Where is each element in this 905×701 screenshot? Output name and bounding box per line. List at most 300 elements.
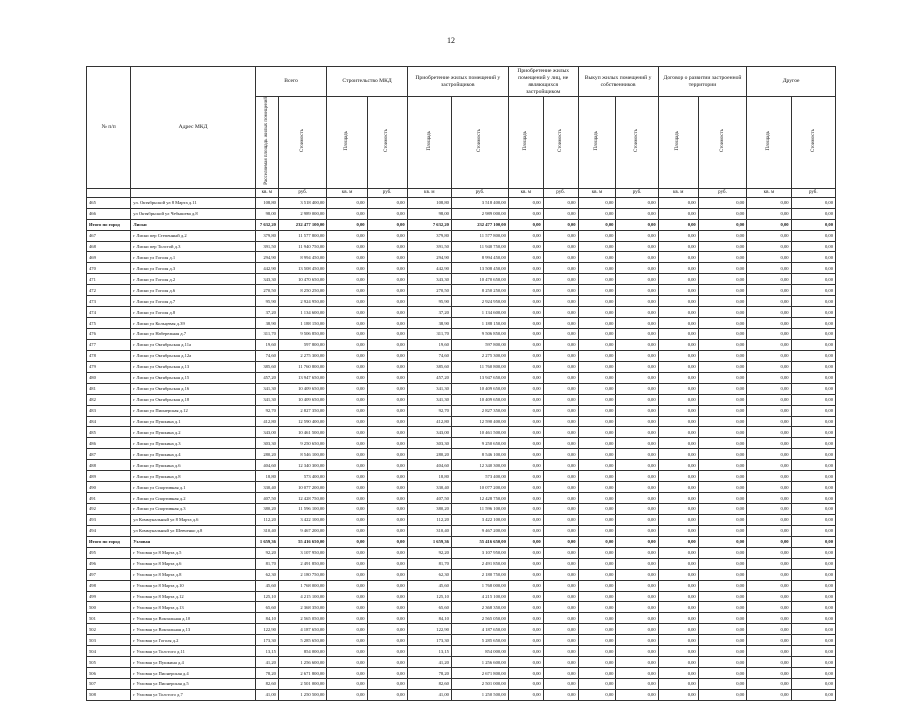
- table-row: [87, 197, 836, 208]
- area-cell: 270,50: [407, 285, 451, 296]
- cost-cell: 0,00: [367, 394, 407, 405]
- row-number: 487: [87, 449, 131, 460]
- area-cell: 0,00: [747, 689, 791, 700]
- cost-cell: 0,00: [543, 329, 578, 340]
- area-cell: 0,00: [578, 471, 616, 482]
- area-cell: 311,70: [255, 329, 278, 340]
- area-cell: 0,00: [658, 657, 698, 668]
- table-row: [87, 318, 836, 329]
- area-cell: 0,00: [578, 383, 616, 394]
- row-address: г Лиски ул Кольцевая д.39: [131, 318, 255, 329]
- cost-cell: 0,00: [791, 339, 835, 350]
- cost-cell: 13 508 450,00: [451, 263, 508, 274]
- row-address: г Лиски ул Октябрьская д.12а: [131, 350, 255, 361]
- area-cell: 0,00: [508, 514, 543, 525]
- area-cell: 0,00: [327, 350, 367, 361]
- cost-cell: 0,00: [543, 197, 578, 208]
- row-address: г Лиски ул Гоголя д.2: [131, 274, 255, 285]
- subheader-cost: Стоимость: [543, 97, 578, 189]
- cost-cell: 0,00: [616, 504, 658, 515]
- table-row: [87, 613, 836, 624]
- row-address: г Узловая ул Толстого д.7: [131, 689, 255, 700]
- cost-cell: 0,00: [698, 427, 747, 438]
- area-cell: 112,20: [407, 514, 451, 525]
- area-cell: 0,00: [578, 197, 616, 208]
- cost-cell: 0,00: [698, 329, 747, 340]
- row-address: г Узловая ул Толстого д.11: [131, 646, 255, 657]
- area-cell: 81,70: [255, 558, 278, 569]
- area-cell: 0,00: [658, 624, 698, 635]
- table-row: [87, 547, 836, 558]
- row-number: 480: [87, 372, 131, 383]
- area-cell: 41,20: [407, 657, 451, 668]
- area-cell: 0,00: [508, 657, 543, 668]
- area-cell: 0,00: [658, 646, 698, 657]
- row-address: г Лиски ул Спортивная д.3: [131, 504, 255, 515]
- table-row: [87, 372, 836, 383]
- cost-cell: 0,00: [367, 679, 407, 690]
- cost-cell: 8 994 450,00: [451, 252, 508, 263]
- cost-cell: 1 250 500,00: [451, 689, 508, 700]
- area-cell: 0,00: [658, 372, 698, 383]
- cost-cell: 0,00: [698, 504, 747, 515]
- cost-cell: 0,00: [367, 208, 407, 219]
- area-cell: 341,30: [255, 383, 278, 394]
- table-row: [87, 252, 836, 263]
- cost-cell: 1 134 600,00: [278, 307, 327, 318]
- area-cell: 0,00: [658, 569, 698, 580]
- area-cell: 0,00: [327, 361, 367, 372]
- row-address: г Узловая ул Гоголя д.2: [131, 635, 255, 646]
- cost-cell: 0,00: [367, 285, 407, 296]
- cost-cell: 0,00: [791, 230, 835, 241]
- area-cell: 0,00: [508, 394, 543, 405]
- area-cell: 294,90: [407, 252, 451, 263]
- area-cell: 0,00: [747, 405, 791, 416]
- area-cell: 0,00: [578, 689, 616, 700]
- unit-cost: руб.: [278, 188, 327, 197]
- cost-cell: 0,00: [616, 350, 658, 361]
- area-cell: 37,20: [407, 307, 451, 318]
- area-cell: 0,00: [508, 197, 543, 208]
- area-cell: 0,00: [508, 689, 543, 700]
- cost-cell: 0,00: [367, 558, 407, 569]
- row-number: 481: [87, 383, 131, 394]
- cost-cell: 854 000,00: [451, 646, 508, 657]
- area-cell: 0,00: [327, 405, 367, 416]
- area-cell: 0,00: [327, 547, 367, 558]
- cost-cell: 0,00: [616, 405, 658, 416]
- cost-cell: 0,00: [698, 285, 747, 296]
- area-cell: 0,00: [327, 613, 367, 624]
- area-cell: 0,00: [327, 318, 367, 329]
- cost-cell: 2 989 000,00: [278, 208, 327, 219]
- cost-cell: 0,00: [543, 438, 578, 449]
- area-cell: 13,15: [407, 646, 451, 657]
- row-address: г Узловая ул 8 Марта д.8: [131, 569, 255, 580]
- cost-cell: 0,00: [616, 558, 658, 569]
- area-cell: 0,00: [508, 558, 543, 569]
- row-number: 473: [87, 296, 131, 307]
- unit-cost: руб.: [367, 188, 407, 197]
- unit-area: кв. м: [508, 188, 543, 197]
- area-cell: 0,00: [578, 460, 616, 471]
- cost-cell: 0,00: [367, 471, 407, 482]
- cost-cell: 0,00: [616, 679, 658, 690]
- header-num: № п/п: [87, 67, 131, 189]
- area-cell: 0,00: [508, 241, 543, 252]
- row-address: г Узловая ул Пионерская д.4: [131, 668, 255, 679]
- area-cell: 0,00: [658, 689, 698, 700]
- row-number: 483: [87, 405, 131, 416]
- area-cell: 0,00: [747, 438, 791, 449]
- area-cell: 0,00: [327, 383, 367, 394]
- cost-cell: 0,00: [791, 296, 835, 307]
- subheader-cost: Стоимость: [616, 97, 658, 189]
- row-address: г Узловая ул 8 Марта д.6: [131, 558, 255, 569]
- area-cell: 0,00: [747, 569, 791, 580]
- cost-cell: 0,00: [367, 689, 407, 700]
- cost-cell: 0,00: [698, 668, 747, 679]
- area-cell: 280,20: [255, 449, 278, 460]
- cost-cell: 2 501 000,00: [278, 679, 327, 690]
- area-cell: 112,20: [255, 514, 278, 525]
- row-number: 502: [87, 624, 131, 635]
- cost-cell: 10 409 650,00: [451, 394, 508, 405]
- cost-cell: 0,00: [616, 689, 658, 700]
- row-number: 498: [87, 580, 131, 591]
- area-cell: 0,00: [658, 602, 698, 613]
- area-cell: 0,00: [578, 372, 616, 383]
- area-cell: 0,00: [578, 547, 616, 558]
- cost-cell: 11 940 750,00: [451, 241, 508, 252]
- area-cell: 0,00: [508, 613, 543, 624]
- area-cell: 92,20: [255, 547, 278, 558]
- table-row: [87, 591, 836, 602]
- cost-cell: 0,00: [791, 197, 835, 208]
- row-number: 470: [87, 263, 131, 274]
- area-cell: 0,00: [508, 602, 543, 613]
- area-cell: 0,00: [327, 635, 367, 646]
- area-cell: 407,50: [255, 493, 278, 504]
- cost-cell: 0,00: [616, 285, 658, 296]
- area-cell: 0,00: [578, 318, 616, 329]
- row-address: г Лиски ул Октябрьская д.15: [131, 372, 255, 383]
- cost-cell: 4 187 650,00: [451, 624, 508, 635]
- area-cell: 0,00: [658, 361, 698, 372]
- cost-cell: 10 409 650,00: [451, 383, 508, 394]
- cost-cell: 0,00: [543, 219, 578, 230]
- area-cell: 1 659,36: [407, 536, 451, 547]
- cost-cell: 3 107 950,00: [278, 547, 327, 558]
- subheader-area: Площадь: [578, 97, 616, 189]
- table-row: [87, 525, 836, 536]
- cost-cell: 11 760 800,00: [278, 361, 327, 372]
- area-cell: 173,30: [407, 635, 451, 646]
- subheader-cost: Стоимость: [367, 97, 407, 189]
- cost-cell: 0,00: [367, 525, 407, 536]
- cost-cell: 0,00: [698, 569, 747, 580]
- area-cell: 122,90: [255, 624, 278, 635]
- table-row: [87, 493, 836, 504]
- area-cell: 0,00: [747, 514, 791, 525]
- cost-cell: 0,00: [543, 514, 578, 525]
- cost-cell: 9 506 850,00: [278, 329, 327, 340]
- table-row: [87, 558, 836, 569]
- cost-cell: 11 577 800,00: [451, 230, 508, 241]
- area-cell: 0,00: [327, 471, 367, 482]
- subheader-area: Площадь: [508, 97, 543, 189]
- cost-cell: 4 215 100,00: [278, 591, 327, 602]
- area-cell: 38,90: [407, 318, 451, 329]
- cost-cell: 12 590 400,00: [278, 416, 327, 427]
- area-cell: 0,00: [578, 569, 616, 580]
- area-cell: 0,00: [747, 427, 791, 438]
- cost-cell: 0,00: [791, 580, 835, 591]
- area-cell: 0,00: [658, 274, 698, 285]
- table-row: [87, 449, 836, 460]
- cost-cell: 0,00: [543, 482, 578, 493]
- area-cell: 0,00: [578, 307, 616, 318]
- area-cell: 385,60: [407, 361, 451, 372]
- cost-cell: 0,00: [367, 460, 407, 471]
- area-cell: 65,60: [407, 602, 451, 613]
- cost-cell: 12 340 300,00: [278, 460, 327, 471]
- area-cell: 280,20: [407, 449, 451, 460]
- cost-cell: 0,00: [543, 613, 578, 624]
- area-cell: 0,00: [508, 591, 543, 602]
- cost-cell: 0,00: [791, 361, 835, 372]
- area-cell: 0,00: [327, 263, 367, 274]
- cost-cell: 10 470 650,00: [278, 274, 327, 285]
- area-cell: 0,00: [578, 624, 616, 635]
- area-cell: 84,10: [407, 613, 451, 624]
- area-cell: 45,60: [407, 580, 451, 591]
- area-cell: 0,00: [658, 350, 698, 361]
- area-cell: 0,00: [327, 449, 367, 460]
- cost-cell: 3 422 100,00: [451, 514, 508, 525]
- cost-cell: 12 340 300,00: [451, 460, 508, 471]
- area-cell: 74,60: [407, 350, 451, 361]
- area-cell: 0,00: [508, 307, 543, 318]
- cost-cell: 0,00: [367, 427, 407, 438]
- area-cell: 0,00: [327, 536, 367, 547]
- cost-cell: 10 077 200,00: [278, 482, 327, 493]
- table-row: [87, 307, 836, 318]
- cost-cell: 0,00: [616, 329, 658, 340]
- area-cell: 404,60: [255, 460, 278, 471]
- cost-cell: 12 428 750,00: [451, 493, 508, 504]
- area-cell: 0,00: [747, 525, 791, 536]
- cost-cell: 11 940 750,00: [278, 241, 327, 252]
- row-address: г Лиски ул Гоголя д.3: [131, 263, 255, 274]
- area-cell: 0,00: [578, 329, 616, 340]
- area-cell: 0,00: [747, 646, 791, 657]
- row-number: 501: [87, 613, 131, 624]
- cost-cell: 0,00: [698, 558, 747, 569]
- cost-cell: 2 180 750,00: [278, 569, 327, 580]
- area-cell: 125,10: [407, 591, 451, 602]
- row-number: 495: [87, 547, 131, 558]
- cost-cell: 0,00: [543, 383, 578, 394]
- area-cell: 0,00: [747, 449, 791, 460]
- header-purchase-non-developers: Приобретение жилых помещений у лиц, не являющихся застройщиком: [508, 67, 578, 97]
- cost-cell: 0,00: [543, 350, 578, 361]
- area-cell: 0,00: [747, 493, 791, 504]
- cost-cell: 232 477 100,00: [451, 219, 508, 230]
- row-number: Итого по город: [87, 536, 131, 547]
- cost-cell: 0,00: [543, 460, 578, 471]
- cost-cell: 0,00: [367, 219, 407, 230]
- cost-cell: 10 077 200,00: [451, 482, 508, 493]
- subheader-resettled-area: Расселяемая площадь жилых помещений: [255, 97, 278, 189]
- cost-cell: 0,00: [367, 591, 407, 602]
- area-cell: 0,00: [578, 602, 616, 613]
- area-cell: 0,00: [508, 646, 543, 657]
- area-cell: 0,00: [327, 219, 367, 230]
- cost-cell: 2 491 850,00: [278, 558, 327, 569]
- area-cell: 391,50: [407, 241, 451, 252]
- cost-cell: 0,00: [698, 350, 747, 361]
- area-cell: 108,80: [407, 197, 451, 208]
- table-row: [87, 339, 836, 350]
- cost-cell: 0,00: [698, 361, 747, 372]
- row-number: 482: [87, 394, 131, 405]
- area-cell: 0,00: [658, 307, 698, 318]
- area-cell: 0,00: [508, 635, 543, 646]
- table-row: [87, 624, 836, 635]
- cost-cell: 0,00: [698, 416, 747, 427]
- row-number: 466: [87, 208, 131, 219]
- area-cell: 0,00: [508, 482, 543, 493]
- area-cell: 0,00: [747, 591, 791, 602]
- area-cell: 0,00: [747, 482, 791, 493]
- cost-cell: 0,00: [698, 296, 747, 307]
- cost-cell: 10 470 650,00: [451, 274, 508, 285]
- area-cell: 0,00: [747, 471, 791, 482]
- area-cell: 0,00: [747, 329, 791, 340]
- table-row: [87, 383, 836, 394]
- row-number: 465: [87, 197, 131, 208]
- table-row: [87, 230, 836, 241]
- cost-cell: 12 428 750,00: [278, 493, 327, 504]
- cost-cell: 0,00: [616, 438, 658, 449]
- cost-cell: 0,00: [791, 219, 835, 230]
- area-cell: 0,00: [578, 493, 616, 504]
- cost-cell: 0,00: [698, 383, 747, 394]
- cost-cell: 0,00: [791, 547, 835, 558]
- row-number: 469: [87, 252, 131, 263]
- area-cell: 0,00: [327, 230, 367, 241]
- cost-cell: 0,00: [367, 263, 407, 274]
- area-cell: 0,00: [508, 339, 543, 350]
- area-cell: 0,00: [747, 416, 791, 427]
- area-cell: 0,00: [508, 460, 543, 471]
- cost-cell: 0,00: [543, 624, 578, 635]
- cost-cell: 0,00: [543, 274, 578, 285]
- cost-cell: 0,00: [367, 602, 407, 613]
- area-cell: 0,00: [747, 372, 791, 383]
- cost-cell: 0,00: [791, 307, 835, 318]
- cost-cell: 0,00: [791, 274, 835, 285]
- cost-cell: 0,00: [698, 536, 747, 547]
- area-cell: 0,00: [658, 525, 698, 536]
- row-number: 505: [87, 657, 131, 668]
- subheader-cost: Стоимость: [451, 97, 508, 189]
- area-cell: 0,00: [747, 668, 791, 679]
- cost-cell: 0,00: [543, 285, 578, 296]
- area-cell: 84,10: [255, 613, 278, 624]
- cost-cell: 13 947 650,00: [451, 372, 508, 383]
- table-row: [87, 427, 836, 438]
- cost-cell: 0,00: [543, 569, 578, 580]
- area-cell: 18,80: [255, 471, 278, 482]
- cost-cell: 0,00: [791, 372, 835, 383]
- row-address: г Узловая ул 8 Марта д.13: [131, 602, 255, 613]
- area-cell: 0,00: [508, 427, 543, 438]
- cost-cell: 2 671 800,00: [278, 668, 327, 679]
- cost-cell: 0,00: [791, 329, 835, 340]
- area-cell: 341,30: [407, 383, 451, 394]
- cost-cell: 0,00: [543, 471, 578, 482]
- cost-cell: 5 285 650,00: [278, 635, 327, 646]
- cost-cell: 0,00: [698, 482, 747, 493]
- area-cell: 65,60: [255, 602, 278, 613]
- unit-area: кв. м: [327, 188, 367, 197]
- unit-cost: руб.: [616, 188, 658, 197]
- area-cell: 0,00: [658, 558, 698, 569]
- area-cell: 0,00: [578, 679, 616, 690]
- area-cell: 457,20: [407, 372, 451, 383]
- area-cell: 0,00: [658, 613, 698, 624]
- area-cell: 311,70: [407, 329, 451, 340]
- row-address: г Лиски ул Пушкина д.6: [131, 460, 255, 471]
- row-number: 504: [87, 646, 131, 657]
- area-cell: 0,00: [508, 372, 543, 383]
- cost-cell: 5 285 650,00: [451, 635, 508, 646]
- area-cell: 0,00: [578, 580, 616, 591]
- area-cell: 0,00: [327, 197, 367, 208]
- table-row: [87, 602, 836, 613]
- cost-cell: 0,00: [543, 635, 578, 646]
- row-number: 474: [87, 307, 131, 318]
- area-cell: 0,00: [747, 504, 791, 515]
- area-cell: 37,20: [255, 307, 278, 318]
- row-address: ул. Октябрьской ул 8 Марта д.11: [131, 197, 255, 208]
- area-cell: 108,80: [255, 197, 278, 208]
- area-cell: 303,30: [255, 438, 278, 449]
- cost-cell: 2 989 000,00: [451, 208, 508, 219]
- area-cell: 0,00: [508, 329, 543, 340]
- row-number: 489: [87, 471, 131, 482]
- area-cell: 95,90: [407, 296, 451, 307]
- cost-cell: 1 134 600,00: [451, 307, 508, 318]
- subheader-area: Площадь: [327, 97, 367, 189]
- area-cell: 0,00: [327, 307, 367, 318]
- cost-cell: 0,00: [616, 219, 658, 230]
- cost-cell: 0,00: [543, 296, 578, 307]
- cost-cell: 11 760 800,00: [451, 361, 508, 372]
- cost-cell: 0,00: [698, 252, 747, 263]
- cost-cell: 0,00: [543, 547, 578, 558]
- area-cell: 0,00: [327, 416, 367, 427]
- area-cell: 41,00: [255, 689, 278, 700]
- area-cell: 0,00: [747, 602, 791, 613]
- area-cell: 0,00: [578, 296, 616, 307]
- area-cell: 0,00: [327, 482, 367, 493]
- area-cell: 0,00: [747, 547, 791, 558]
- area-cell: 18,80: [407, 471, 451, 482]
